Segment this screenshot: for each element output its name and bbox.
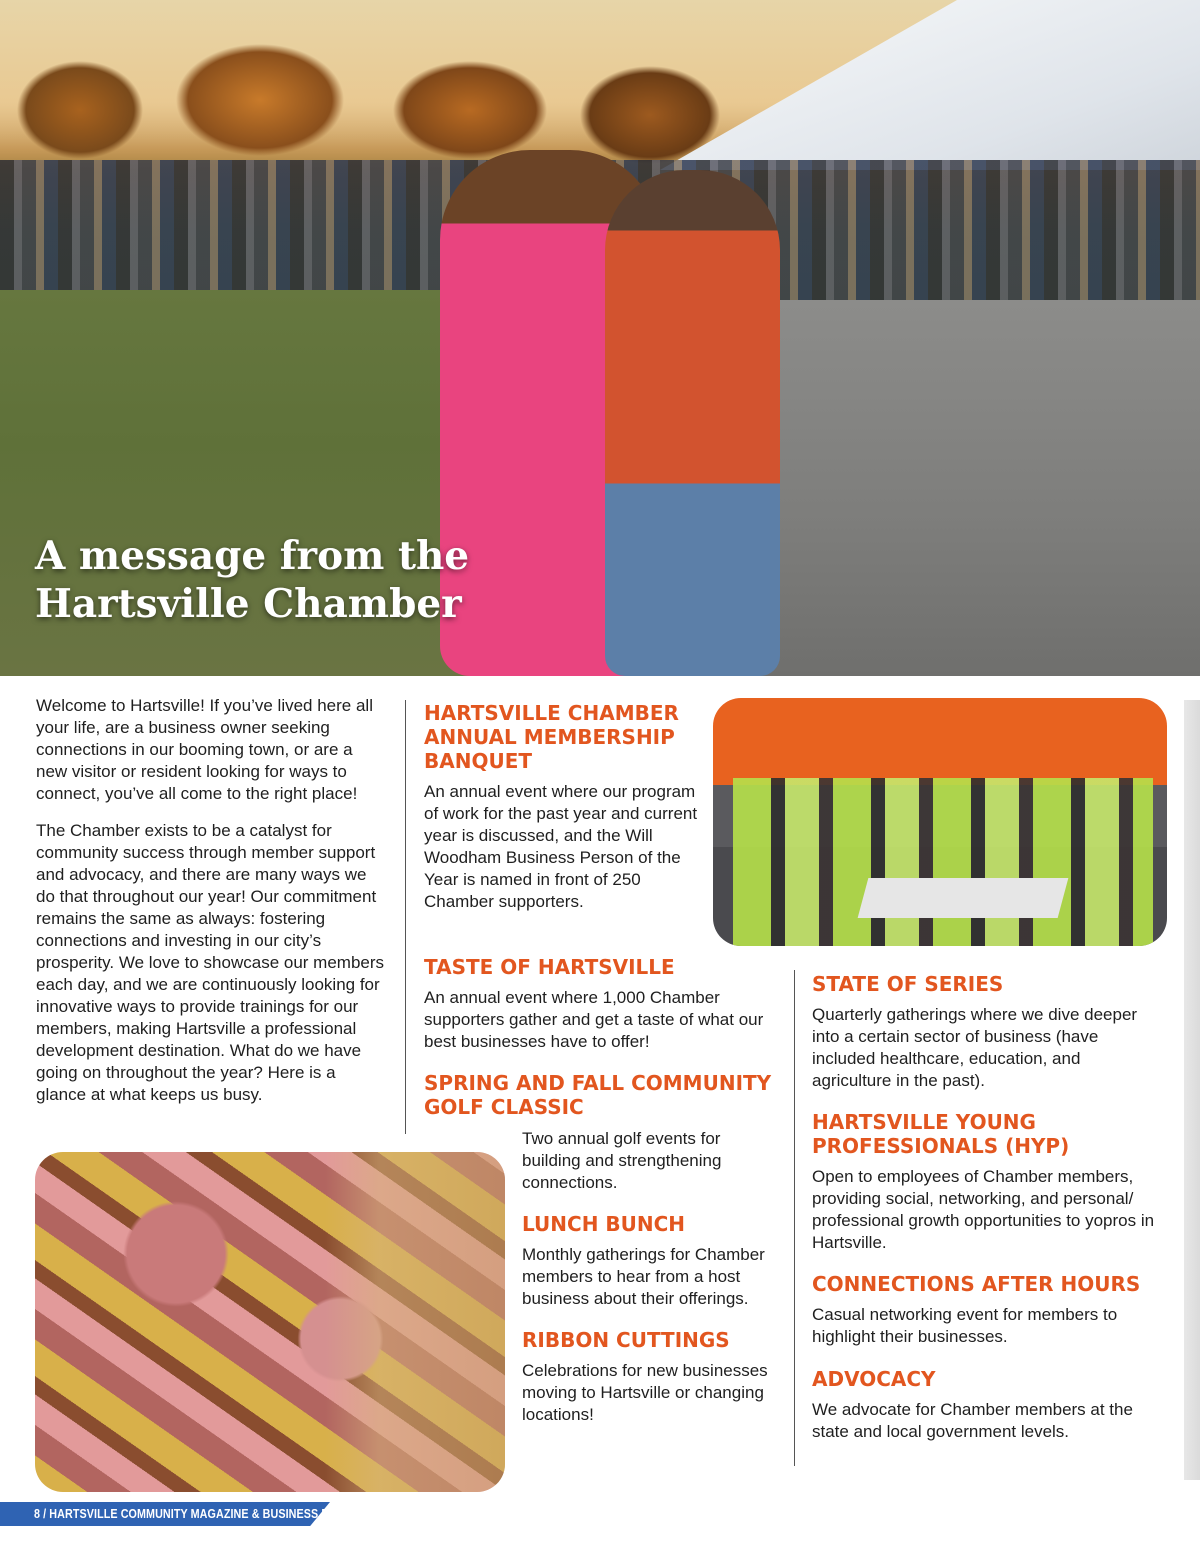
- section-hyp: [812, 1110, 1162, 1254]
- section-hyp-heading: HARTSVILLE YOUNG PROFESSIONALS (HYP): [812, 1110, 1070, 1158]
- section-advocacy: [812, 1367, 1162, 1443]
- section-lunch-text: Monthly gatherings for Chamber members to hear from a host business about their offerings.: [522, 1245, 765, 1308]
- section-ribbon-text: Celebrations for new businesses moving to Hartsville or changing locations!: [522, 1361, 768, 1424]
- section-banquet-text: An annual event where our program of work for the past year and current year is discussed, and the Will Woodham Business Person of the Year is named in front of 250 Chamber supporters.: [424, 782, 698, 911]
- column-divider-right: [794, 970, 795, 1466]
- page-title-line1: A message from the: [35, 533, 470, 579]
- section-golf-text: Two annual golf events for building and strengthening connections.: [522, 1129, 722, 1192]
- page-edge-strip: [1184, 700, 1200, 1480]
- intro-column: [36, 695, 386, 1121]
- section-taste-heading: TASTE OF HARTSVILLE: [424, 955, 675, 979]
- section-banquet: [424, 701, 699, 913]
- column-divider-left: [405, 700, 406, 1134]
- section-lunch: [522, 1212, 782, 1310]
- section-taste: [424, 955, 774, 1053]
- photo-table: [858, 878, 1069, 918]
- section-ribbon: [522, 1328, 784, 1426]
- section-golf-heading-block: [424, 1071, 784, 1127]
- page-title-line2: Hartsville Chamber: [35, 581, 462, 627]
- section-taste-text: An annual event where 1,000 Chamber supporters gather and get a taste of what our best businesses have to offer!: [424, 988, 764, 1051]
- section-golf-body: [522, 1128, 782, 1194]
- intro-paragraph-1: Welcome to Hartsville! If you’ve lived here all your life, are a business owner seeking connections in our booming town, or are a new visitor or resident looking for ways to connect, you’ve all come to the right place!: [36, 696, 373, 803]
- section-banquet-heading: HARTSVILLE CHAMBER ANNUAL MEMBERSHIP BANQUET: [424, 701, 679, 773]
- photo-chamber-volunteers: [713, 698, 1167, 946]
- section-connections-heading: CONNECTIONS AFTER HOURS: [812, 1272, 1141, 1296]
- photo-cutting-board: [325, 1152, 505, 1492]
- intro-paragraph-2: The Chamber exists to be a catalyst for community success through member support and advocacy, and there are many ways we do that throughout our year! Our commitment remains the same as always: fostering connections and investing in our city’s prosperity. We love to showcase our members each day, and we are continuously looking for innovative ways to provide trainings for our members, making Hartsville a professional development destination. What do we have going on throughout the year? Here is a glance at what keeps us busy.: [36, 821, 385, 1104]
- section-advocacy-heading: ADVOCACY: [812, 1367, 936, 1391]
- photo-lowcountry-boil: [35, 1152, 505, 1492]
- section-ribbon-heading: RIBBON CUTTINGS: [522, 1328, 730, 1352]
- section-connections-text: Casual networking event for members to highlight their businesses.: [812, 1305, 1118, 1346]
- hero-photo: [0, 0, 1200, 676]
- hero-woman-orange-sweater: [605, 170, 780, 676]
- photo-volunteer-group: [733, 778, 1153, 946]
- section-state-heading: STATE OF SERIES: [812, 972, 1004, 996]
- section-hyp-text: Open to employees of Chamber members, providing social, networking, and personal/ professional growth opportunities to yopros in Hartsville.: [812, 1167, 1155, 1252]
- section-advocacy-text: We advocate for Chamber members at the state and local government levels.: [812, 1400, 1133, 1441]
- section-connections: [812, 1272, 1172, 1348]
- footer-page-label: 8 / HARTSVILLE COMMUNITY MAGAZINE & BUSINESS DIRECTORY: [34, 1507, 385, 1521]
- section-lunch-heading: LUNCH BUNCH: [522, 1212, 686, 1236]
- section-state-text: Quarterly gatherings where we dive deeper into a certain sector of business (have included healthcare, education, and agriculture in the past).: [812, 1005, 1138, 1090]
- section-golf-heading: SPRING AND FALL COMMUNITY GOLF CLASSIC: [424, 1071, 772, 1119]
- page-title: [35, 532, 469, 628]
- section-state: [812, 972, 1162, 1092]
